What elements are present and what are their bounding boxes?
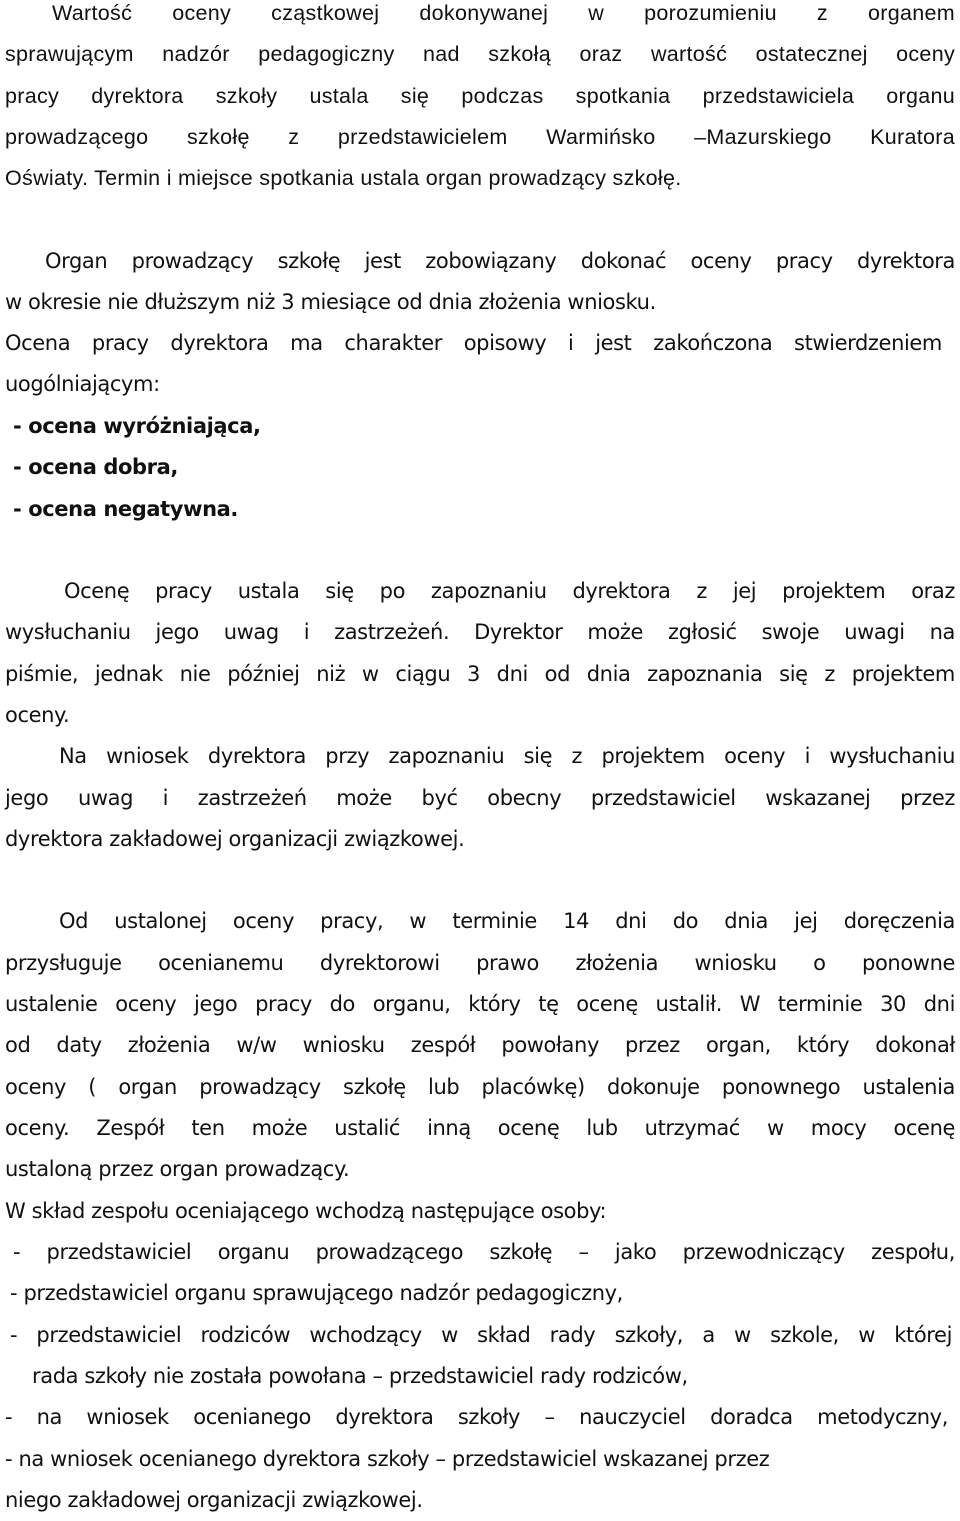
text-line: od daty złożenia w/w wniosku zespół powołany przez organ, który dokonał bbox=[5, 1033, 955, 1057]
text-line: Od ustalonej oceny pracy, w terminie 14 dni do dnia jej doręczenia bbox=[59, 909, 955, 933]
member-item: - na wniosek ocenianego dyrektora szkoły – nauczyciel doradca metodyczny, bbox=[5, 1405, 948, 1429]
text-line: Wartość oceny cząstkowej dokonywanej w porozumieniu z organem bbox=[52, 1, 955, 25]
text-line: ustaloną przez organ prowadzący. bbox=[5, 1157, 350, 1181]
text-line: Ocenę pracy ustala się po zapoznaniu dyrektora z jej projektem oraz bbox=[64, 579, 955, 603]
text-line: w okresie nie dłuższym niż 3 miesiące od dnia złożenia wniosku. bbox=[5, 290, 656, 314]
member-item: - przedstawiciel rodziców wchodzący w skład rady szkoły, a w szkole, w której bbox=[10, 1323, 952, 1347]
text-line: wysłuchaniu jego uwag i zastrzeżeń. Dyrektor może zgłosić swoje uwagi na bbox=[5, 620, 955, 644]
text-line: sprawującym nadzór pedagogiczny nad szkołą oraz wartość ostatecznej oceny bbox=[5, 42, 955, 66]
text-line: oceny. bbox=[5, 703, 70, 727]
text-line: ustalenie oceny jego pracy do organu, który tę ocenę ustalił. W terminie 30 dni bbox=[5, 992, 955, 1016]
member-item: - przedstawiciel organu prowadzącego szkołę – jako przewodniczący zespołu, bbox=[13, 1240, 955, 1264]
text-line: oceny ( organ prowadzący szkołę lub placówkę) dokonuje ponownego ustalenia bbox=[5, 1075, 955, 1099]
grade-item: - ocena negatywna. bbox=[13, 497, 238, 521]
text-line: dyrektora zakładowej organizacji związkowej. bbox=[5, 827, 465, 851]
text-line: prowadzącego szkołę z przedstawicielem Warmińsko –Mazurskiego Kuratora bbox=[5, 125, 955, 149]
member-item: - przedstawiciel organu sprawującego nadzór pedagogiczny, bbox=[10, 1281, 623, 1305]
text-line: W skład zespołu oceniającego wchodzą następujące osoby: bbox=[5, 1199, 607, 1223]
text-line: Organ prowadzący szkołę jest zobowiązany dokonać oceny pracy dyrektora bbox=[45, 249, 955, 273]
member-item-continuation: niego zakładowej organizacji związkowej. bbox=[5, 1488, 423, 1512]
text-line: piśmie, jednak nie później niż w ciągu 3 dni od dnia zapoznania się z projektem bbox=[5, 662, 955, 686]
text-line: oceny. Zespół ten może ustalić inną ocenę lub utrzymać w mocy ocenę bbox=[5, 1116, 955, 1140]
text-line: pracy dyrektora szkoły ustala się podczas spotkania przedstawiciela organu bbox=[5, 84, 955, 108]
text-line: Na wniosek dyrektora przy zapoznaniu się z projektem oceny i wysłuchaniu bbox=[59, 744, 955, 768]
member-item-continuation: rada szkoły nie została powołana – przedstawiciel rady rodziców, bbox=[32, 1364, 688, 1388]
text-line: uogólniającym: bbox=[5, 372, 160, 396]
text-line: Oświaty. Termin i miejsce spotkania ustala organ prowadzący szkołę. bbox=[5, 166, 682, 190]
text-line: przysługuje ocenianemu dyrektorowi prawo złożenia wniosku o ponowne bbox=[5, 951, 955, 975]
grade-item: - ocena dobra, bbox=[13, 455, 178, 479]
text-line: Ocena pracy dyrektora ma charakter opisowy i jest zakończona stwierdzeniem bbox=[5, 331, 942, 355]
text-line: jego uwag i zastrzeżeń może być obecny przedstawiciel wskazanej przez bbox=[5, 786, 955, 810]
grade-item: - ocena wyróżniająca, bbox=[13, 414, 261, 438]
member-item: - na wniosek ocenianego dyrektora szkoły – przedstawiciel wskazanej przez bbox=[5, 1447, 770, 1471]
